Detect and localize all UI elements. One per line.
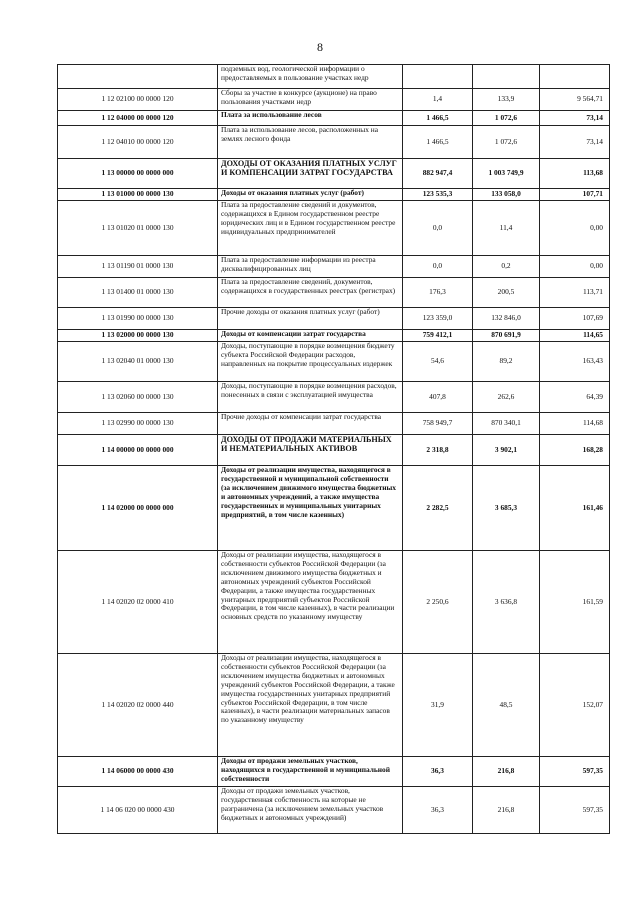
value-column-3-cell: 0,0 (403, 256, 473, 278)
value-column-4-cell: 870 691,9 (473, 330, 540, 342)
value-column-5-cell: 107,69 (540, 308, 610, 330)
value-column-5-cell: 113,68 (540, 159, 610, 189)
value-column-4-cell: 262,6 (473, 382, 540, 413)
value-column-3-cell: 2 318,8 (403, 435, 473, 466)
value-column-5-cell: 597,35 (540, 757, 610, 787)
budget-code-cell: 1 13 01020 01 0000 130 (58, 201, 218, 256)
table-row (58, 111, 610, 126)
budget-code-cell: 1 13 01990 00 0000 130 (58, 308, 218, 330)
revenue-name-cell: Доходы, поступающие в порядке возмещения расходов, понесенных в связи с эксплуатацией имущества (218, 382, 403, 413)
table-row (58, 551, 610, 654)
budget-code-cell: 1 14 06000 00 0000 430 (58, 757, 218, 787)
value-column-5-cell: 113,71 (540, 278, 610, 308)
revenue-name-cell: Плата за предоставление сведений, документов, содержащихся в государственных реестрах (регистрах) (218, 278, 403, 308)
revenue-name-cell: ДОХОДЫ ОТ ОКАЗАНИЯ ПЛАТНЫХ УСЛУГ И КОМПЕНСАЦИИ ЗАТРАТ ГОСУДАРСТВА (218, 159, 403, 189)
value-column-3-cell: 1 466,5 (403, 111, 473, 126)
table-row (58, 189, 610, 201)
value-column-5-cell: 107,71 (540, 189, 610, 201)
value-column-4-cell: 200,5 (473, 278, 540, 308)
value-column-4-cell: 133,9 (473, 89, 540, 111)
value-column-4-cell: 1 003 749,9 (473, 159, 540, 189)
value-column-5-cell: 161,46 (540, 466, 610, 551)
revenue-name-cell: Прочие доходы от компенсации затрат государства (218, 413, 403, 435)
table-row (58, 65, 610, 89)
revenue-name-cell: Сборы за участие в конкурсе (аукционе) на право пользования участками недр (218, 89, 403, 111)
revenue-name-cell: ДОХОДЫ ОТ ПРОДАЖИ МАТЕРИАЛЬНЫХ И НЕМАТЕРИАЛЬНЫХ АКТИВОВ (218, 435, 403, 466)
budget-code-cell: 1 12 04010 00 0000 120 (58, 126, 218, 159)
revenue-name-cell: Доходы, поступающие в порядке возмещения бюджету субъекта Российской Федерации расходов, направленных на покрытие процессуальных издержек (218, 342, 403, 382)
budget-code-cell (58, 65, 218, 89)
table-row (58, 466, 610, 551)
value-column-3-cell: 1 466,5 (403, 126, 473, 159)
table-row (58, 278, 610, 308)
budget-code-cell: 1 13 00000 00 0000 000 (58, 159, 218, 189)
revenue-table (57, 64, 610, 834)
revenue-name-cell: Доходы от реализации имущества, находящегося в собственности субъектов Российской Федерации (за исключением движимого имущества бюджетных и автономных учреждений субъектов Российской Федерации, а также имущества государственных унитарных предприятий субъектов Российской Федерации, в том числе казенных), в части реализации основных средств по указанному имуществу (218, 551, 403, 654)
revenue-name-cell: Доходы от реализации имущества, находящегося в государственной и муниципальной собственности (за исключением движимого имущества бюджетных и автономных учреждений, а также имущества государственных и муниципальных унитарных предприятий, в том числе казенных) (218, 466, 403, 551)
budget-code-cell: 1 14 02020 02 0000 440 (58, 654, 218, 757)
value-column-5-cell: 9 564,71 (540, 89, 610, 111)
table-row (58, 342, 610, 382)
value-column-4-cell: 3 636,8 (473, 551, 540, 654)
table-row (58, 382, 610, 413)
value-column-5-cell (540, 65, 610, 89)
budget-code-cell: 1 12 04000 00 0000 120 (58, 111, 218, 126)
table-row (58, 256, 610, 278)
table-row (58, 413, 610, 435)
value-column-5-cell: 0,00 (540, 256, 610, 278)
page-number: 8 (317, 40, 323, 54)
budget-code-cell: 1 14 02000 00 0000 000 (58, 466, 218, 551)
budget-code-cell: 1 14 02020 02 0000 410 (58, 551, 218, 654)
value-column-4-cell: 216,8 (473, 787, 540, 834)
revenue-name-cell: Доходы от компенсации затрат государства (218, 330, 403, 342)
revenue-name-cell: Доходы от продажи земельных участков, находящихся в государственной и муниципальной собственности (218, 757, 403, 787)
value-column-3-cell: 882 947,4 (403, 159, 473, 189)
value-column-4-cell: 89,2 (473, 342, 540, 382)
revenue-name-cell: Плата за использование лесов, расположенных на землях лесного фонда (218, 126, 403, 159)
value-column-5-cell: 73,14 (540, 126, 610, 159)
value-column-3-cell: 31,9 (403, 654, 473, 757)
table-row (58, 654, 610, 757)
value-column-4-cell: 48,5 (473, 654, 540, 757)
value-column-5-cell: 73,14 (540, 111, 610, 126)
value-column-3-cell: 407,8 (403, 382, 473, 413)
value-column-4-cell: 132 846,0 (473, 308, 540, 330)
budget-code-cell: 1 14 06 020 00 0000 430 (58, 787, 218, 834)
budget-code-cell: 1 13 02990 00 0000 130 (58, 413, 218, 435)
value-column-3-cell: 2 282,5 (403, 466, 473, 551)
revenue-name-cell: Плата за использование лесов (218, 111, 403, 126)
budget-code-cell: 1 13 02040 01 0000 130 (58, 342, 218, 382)
value-column-3-cell (403, 65, 473, 89)
value-column-5-cell: 114,68 (540, 413, 610, 435)
value-column-3-cell: 1,4 (403, 89, 473, 111)
value-column-4-cell: 0,2 (473, 256, 540, 278)
value-column-5-cell: 64,39 (540, 382, 610, 413)
value-column-4-cell: 870 340,1 (473, 413, 540, 435)
value-column-3-cell: 2 250,6 (403, 551, 473, 654)
revenue-table-body (58, 65, 610, 834)
table-row (58, 330, 610, 342)
value-column-3-cell: 759 412,1 (403, 330, 473, 342)
value-column-5-cell: 152,07 (540, 654, 610, 757)
value-column-4-cell: 133 058,0 (473, 189, 540, 201)
value-column-5-cell: 163,43 (540, 342, 610, 382)
budget-code-cell: 1 14 00000 00 0000 000 (58, 435, 218, 466)
value-column-4-cell: 1 072,6 (473, 126, 540, 159)
budget-code-cell: 1 13 02060 00 0000 130 (58, 382, 218, 413)
value-column-3-cell: 758 949,7 (403, 413, 473, 435)
value-column-3-cell: 36,3 (403, 787, 473, 834)
revenue-name-cell: Доходы от оказания платных услуг (работ) (218, 189, 403, 201)
value-column-5-cell: 161,59 (540, 551, 610, 654)
value-column-3-cell: 0,0 (403, 201, 473, 256)
table-row (58, 126, 610, 159)
revenue-name-cell: Плата за предоставление сведений и документов, содержащихся в Едином государственном реестре юридических лиц и в Едином государственном реестре индивидуальных предпринимателей (218, 201, 403, 256)
table-row (58, 787, 610, 834)
value-column-4-cell: 3 902,1 (473, 435, 540, 466)
value-column-4-cell: 1 072,6 (473, 111, 540, 126)
value-column-4-cell: 3 685,3 (473, 466, 540, 551)
table-row (58, 757, 610, 787)
budget-code-cell: 1 13 02000 00 0000 130 (58, 330, 218, 342)
value-column-3-cell: 54,6 (403, 342, 473, 382)
value-column-5-cell: 114,65 (540, 330, 610, 342)
budget-code-cell: 1 13 01190 01 0000 130 (58, 256, 218, 278)
value-column-3-cell: 123 359,0 (403, 308, 473, 330)
budget-code-cell: 1 13 01000 00 0000 130 (58, 189, 218, 201)
value-column-4-cell: 216,8 (473, 757, 540, 787)
revenue-name-cell: подземных вод, геологической информации о предоставляемых в пользование участках недр (218, 65, 403, 89)
value-column-3-cell: 123 535,3 (403, 189, 473, 201)
value-column-3-cell: 176,3 (403, 278, 473, 308)
revenue-name-cell: Доходы от продажи земельных участков, государственная собственность на которые не разграничена (за исключением земельных участков бюджетных и автономных учреждений) (218, 787, 403, 834)
value-column-4-cell (473, 65, 540, 89)
budget-code-cell: 1 12 02100 00 0000 120 (58, 89, 218, 111)
table-row (58, 308, 610, 330)
revenue-name-cell: Прочие доходы от оказания платных услуг (работ) (218, 308, 403, 330)
table-row (58, 201, 610, 256)
revenue-name-cell: Плата за предоставление информации из реестра дисквалифицированных лиц (218, 256, 403, 278)
value-column-5-cell: 597,35 (540, 787, 610, 834)
budget-code-cell: 1 13 01400 01 0000 130 (58, 278, 218, 308)
table-row (58, 89, 610, 111)
table-row (58, 159, 610, 189)
revenue-name-cell: Доходы от реализации имущества, находящегося в собственности субъектов Российской Федерации (за исключением имущества бюджетных и автономных учреждений субъектов Российской Федерации, а также имущества государственных унитарных предприятий субъектов Российской Федерации, в том числе казенных), в части реализации материальных запасов по указанному имуществу (218, 654, 403, 757)
value-column-3-cell: 36,3 (403, 757, 473, 787)
table-row (58, 435, 610, 466)
value-column-5-cell: 0,00 (540, 201, 610, 256)
value-column-4-cell: 11,4 (473, 201, 540, 256)
value-column-5-cell: 168,28 (540, 435, 610, 466)
